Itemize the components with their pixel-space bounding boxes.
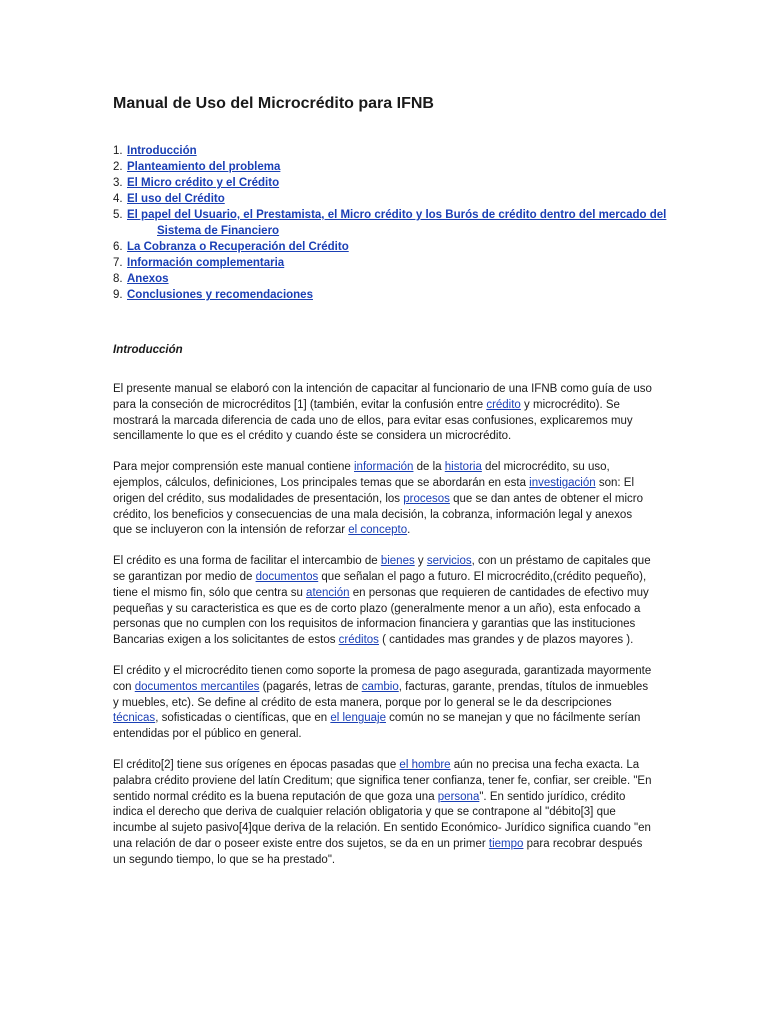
inline-link[interactable]: persona [437,790,480,803]
toc-item [113,239,673,255]
text-run: ". En sentido jurídico, crédito indica el derecho que deriva de cualquier relación obligatoria y que se contrapone al "débito[3] que incumbe al sujeto pasivo[4]que deriva de la relación. En sentido Económico- Jurídico significa cuando "en una relación de dar o poseer existe entre dos sujetos, se da en un primer [113,790,651,850]
toc-link-label: Introducción [127,145,197,157]
toc-item [113,255,673,271]
inline-link[interactable]: cambio [361,680,399,693]
text-run: aún no precisa una fecha exacta. La palabra crédito proviene del latín Creditum; que significa tener confianza, tener fe, confiar, ser creible. "En sentido normal crédito es la buena reputación de que goza una [113,758,652,803]
toc-link[interactable] [127,287,673,303]
toc-link-label: Planteamiento del problema [127,161,281,173]
toc-item [113,175,673,191]
inline-link[interactable]: el lenguaje [330,712,386,725]
inline-link[interactable]: créditos [338,634,379,647]
body-text [113,382,653,884]
text-run: El crédito es una forma de facilitar el intercambio de [113,555,381,568]
toc-item-number: 3. [113,177,123,189]
toc-item-number: 8. [113,273,123,285]
text-run: Para mejor comprensión este manual contiene [113,461,354,474]
text-run: (pagarés, letras de [259,680,362,693]
toc-link[interactable] [127,191,673,207]
inline-link[interactable]: atención [306,586,350,599]
toc-item [113,271,673,287]
text-run: común no se manejan y que no fácilmente serían entendidas por el público en general. [113,712,641,741]
text-run: El presente manual se elaboró con la intención de capacitar al funcionario de una IFNB como guía de uso para la conseción de microcréditos [1] (también, evitar la confusión entre [113,383,652,411]
text-run: , sofisticadas o científicas, que en [155,712,331,725]
inline-link[interactable]: documentos mercantiles [134,680,260,693]
inline-link[interactable]: el hombre [399,758,451,771]
toc-link-label: La Cobranza o Recuperación del Crédito [127,241,349,253]
inline-link[interactable]: información [354,461,414,474]
inline-link[interactable]: crédito [486,398,521,411]
text-run: El crédito y el microcrédito tienen como soporte la promesa de pago asegurada, garantizada mayormente con [113,664,652,693]
toc-item-number: 1. [113,145,123,157]
text-run: . [407,524,411,537]
inline-link[interactable]: investigación [529,476,596,489]
text-run: , facturas, garante, prendas, títulos de inmuebles y muebles, etc). Se define al crédito de esta manera, porque por lo general se le da descripciones [113,680,649,709]
toc-link[interactable] [127,207,673,239]
toc-item [113,287,673,303]
toc-link-label-continued: Sistema de Financiero [157,225,280,237]
body-paragraph [113,758,653,869]
inline-link[interactable]: documentos [255,570,319,583]
body-paragraph [113,554,653,649]
toc-link-label: El uso del Crédito [127,193,225,205]
text-run: en personas que requieren de cantidades de efectivo muy pequeñas y su caracteristica es que es de corto plazo (generalmente menor a un año), esta enfocado a personas que no cumplen con los requisitos de informacion financiera y garantias que las instituciones Bancarias exigen a los solicitantes de estos [113,586,649,647]
text-run: que señalan el pago a futuro. El microcrédito,(crédito pequeño), tiene el mismo fin, sólo que centra su [113,570,647,599]
toc-item-number: 7. [113,257,123,269]
toc-item [113,159,673,175]
table-of-contents [113,143,673,303]
toc-item-number: 2. [113,161,123,173]
text-run: son: El origen del crédito, sus modalidades de presentación, los [113,476,634,505]
body-paragraph [113,664,653,743]
body-paragraph [113,382,653,445]
toc-link-label: El papel del Usuario, el Prestamista, el Micro crédito y los Burós de crédito dentro del mercado del [127,209,667,221]
inline-link[interactable]: servicios [426,555,472,568]
toc-link[interactable] [127,159,673,175]
toc-link-label: Anexos [127,273,169,285]
toc-item [113,143,673,159]
inline-link[interactable]: bienes [380,555,415,568]
toc-item-number: 6. [113,241,123,253]
toc-link[interactable] [127,175,673,191]
text-run: ( cantidades mas grandes y de plazos mayores ). [378,634,634,647]
toc-link[interactable] [127,255,673,271]
toc-link-label: Conclusiones y recomendaciones [127,289,313,301]
document-title: Manual de Uso del Microcrédito para IFNB [113,95,434,112]
body-paragraph [113,460,653,539]
toc-item-number: 4. [113,193,123,205]
inline-link[interactable]: historia [444,461,482,474]
text-run: para recobrar después un segundo tiempo, lo que se ha prestado". [113,837,643,866]
toc-link-label: El Micro crédito y el Crédito [127,177,280,189]
toc-item [113,207,673,239]
toc-link[interactable] [127,239,673,255]
inline-link[interactable]: el concepto [348,524,408,537]
text-run: El crédito[2] tiene sus orígenes en épocas pasadas que [113,758,400,771]
toc-link[interactable] [127,271,673,287]
text-run: del microcrédito, su uso, ejemplos, cálculos, definiciones, Los principales temas que se abordarán en esta [113,461,610,489]
toc-item-number: 5. [113,209,123,221]
text-run: y [414,555,427,568]
inline-link[interactable]: técnicas [113,712,156,725]
inline-link[interactable]: procesos [403,492,450,505]
text-run: que se dan antes de obtener el micro crédito, los beneficios y consecuencias de una mala decisión, la cobranza, información legal y anexos que se incluyeron con la intensión de reforzar [113,492,643,537]
toc-link-label: Información complementaria [127,257,285,269]
inline-link[interactable]: tiempo [488,837,524,850]
text-run: , con un préstamo de capitales que se garantizan por medio de [113,555,651,583]
toc-link[interactable] [127,143,673,159]
text-run: de la [413,461,445,474]
section-heading-introduccion: Introducción [113,344,183,356]
text-run: y microcrédito). Se mostrará la marcada diferencia de cada uno de ellos, para evitar esas confusiones, explicaremos muy sencillamente lo que es el crédito y cuando éste se considera un microcrédito. [113,398,633,443]
toc-item [113,191,673,207]
toc-item-number: 9. [113,289,123,301]
